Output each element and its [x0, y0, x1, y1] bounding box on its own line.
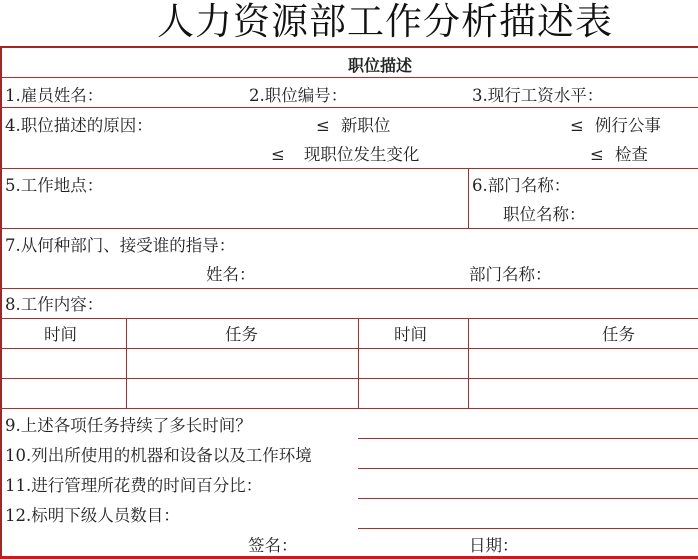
row-divider [0, 168, 698, 169]
signature-label: 签名： [248, 536, 298, 555]
position-code-label: 2.职位编号： [249, 86, 348, 105]
position-name-label: 职位名称： [503, 205, 586, 224]
table-header-task: 任务 [602, 325, 635, 344]
reason-option-inspection[interactable] [590, 145, 648, 165]
table-header-time: 时间 [394, 325, 427, 344]
checkbox-icon: ≤ [570, 116, 584, 135]
table-cell-task[interactable] [469, 349, 698, 378]
option-label: 例行公事 [594, 116, 661, 135]
reason-option-position-change[interactable] [271, 145, 419, 165]
option-label: 现职位发生变化 [303, 145, 420, 164]
table-cell-task[interactable] [127, 349, 358, 378]
option-label: 检查 [614, 145, 648, 164]
date-field[interactable] [522, 530, 692, 556]
work-content-label: 8.工作内容： [5, 295, 104, 314]
checkbox-icon: ≤ [316, 116, 330, 135]
question-10-clip [0, 440, 358, 468]
table-header-task: 任务 [225, 325, 258, 344]
table-cell-task[interactable] [469, 379, 698, 408]
table-header-time: 时间 [44, 325, 77, 344]
supervisor-name-field[interactable] [260, 259, 460, 287]
question-10-label: 10.列出所使用的机器和设备以及工作环境 [5, 446, 312, 465]
date-label: 日期： [469, 536, 519, 555]
table-top-border [0, 46, 698, 48]
answer-line[interactable] [358, 528, 698, 529]
row-divider [0, 77, 698, 78]
column-divider [468, 168, 469, 228]
position-name-field[interactable] [595, 199, 695, 227]
work-location-label: 5.工作地点： [5, 176, 104, 195]
signature-field[interactable] [300, 530, 460, 556]
table-cell-time[interactable] [2, 379, 126, 408]
department-name-field[interactable] [585, 170, 695, 198]
reason-option-new-position[interactable] [316, 116, 390, 136]
row-divider [0, 288, 698, 289]
option-label: 新职位 [340, 116, 391, 135]
table-row-divider [0, 408, 698, 409]
row-divider [0, 318, 698, 319]
supervisor-department-label: 部门名称： [469, 265, 552, 284]
description-reason-label: 4.职位描述的原因： [5, 116, 153, 135]
row-divider [0, 107, 698, 108]
table-cell-time[interactable] [359, 379, 468, 408]
table-cell-time[interactable] [359, 349, 468, 378]
salary-level-label: 3.现行工资水平： [472, 86, 604, 105]
supervisor-department-field[interactable] [560, 259, 695, 287]
reason-option-routine[interactable] [570, 116, 661, 136]
question-12-label: 12.标明下级人员数目： [5, 506, 180, 525]
salary-level-field[interactable] [625, 79, 695, 107]
department-name-label: 6.部门名称： [472, 176, 571, 195]
section-header: 职位描述 [348, 56, 413, 75]
guidance-label: 7.从何种部门、接受谁的指导： [5, 236, 236, 255]
position-code-field[interactable] [360, 79, 465, 107]
work-location-field[interactable] [5, 198, 463, 226]
answer-line[interactable] [358, 498, 698, 499]
employee-name-field[interactable] [115, 79, 240, 107]
supervisor-name-label: 姓名： [206, 265, 256, 284]
employee-name-label: 1.雇员姓名： [5, 86, 104, 105]
answer-line[interactable] [358, 468, 698, 469]
table-cell-task[interactable] [127, 379, 358, 408]
table-left-border [0, 46, 2, 558]
page-title: 人力资源部工作分析描述表 [157, 0, 613, 43]
table-cell-time[interactable] [2, 349, 126, 378]
row-divider [0, 228, 698, 229]
checkbox-icon: ≤ [590, 145, 604, 164]
question-11-label: 11.进行管理所花费的时间百分比： [5, 476, 263, 495]
question-9-label: 9.上述各项任务持续了多长时间？ [5, 416, 252, 435]
checkbox-icon: ≤ [271, 145, 285, 164]
answer-line[interactable] [358, 438, 698, 439]
